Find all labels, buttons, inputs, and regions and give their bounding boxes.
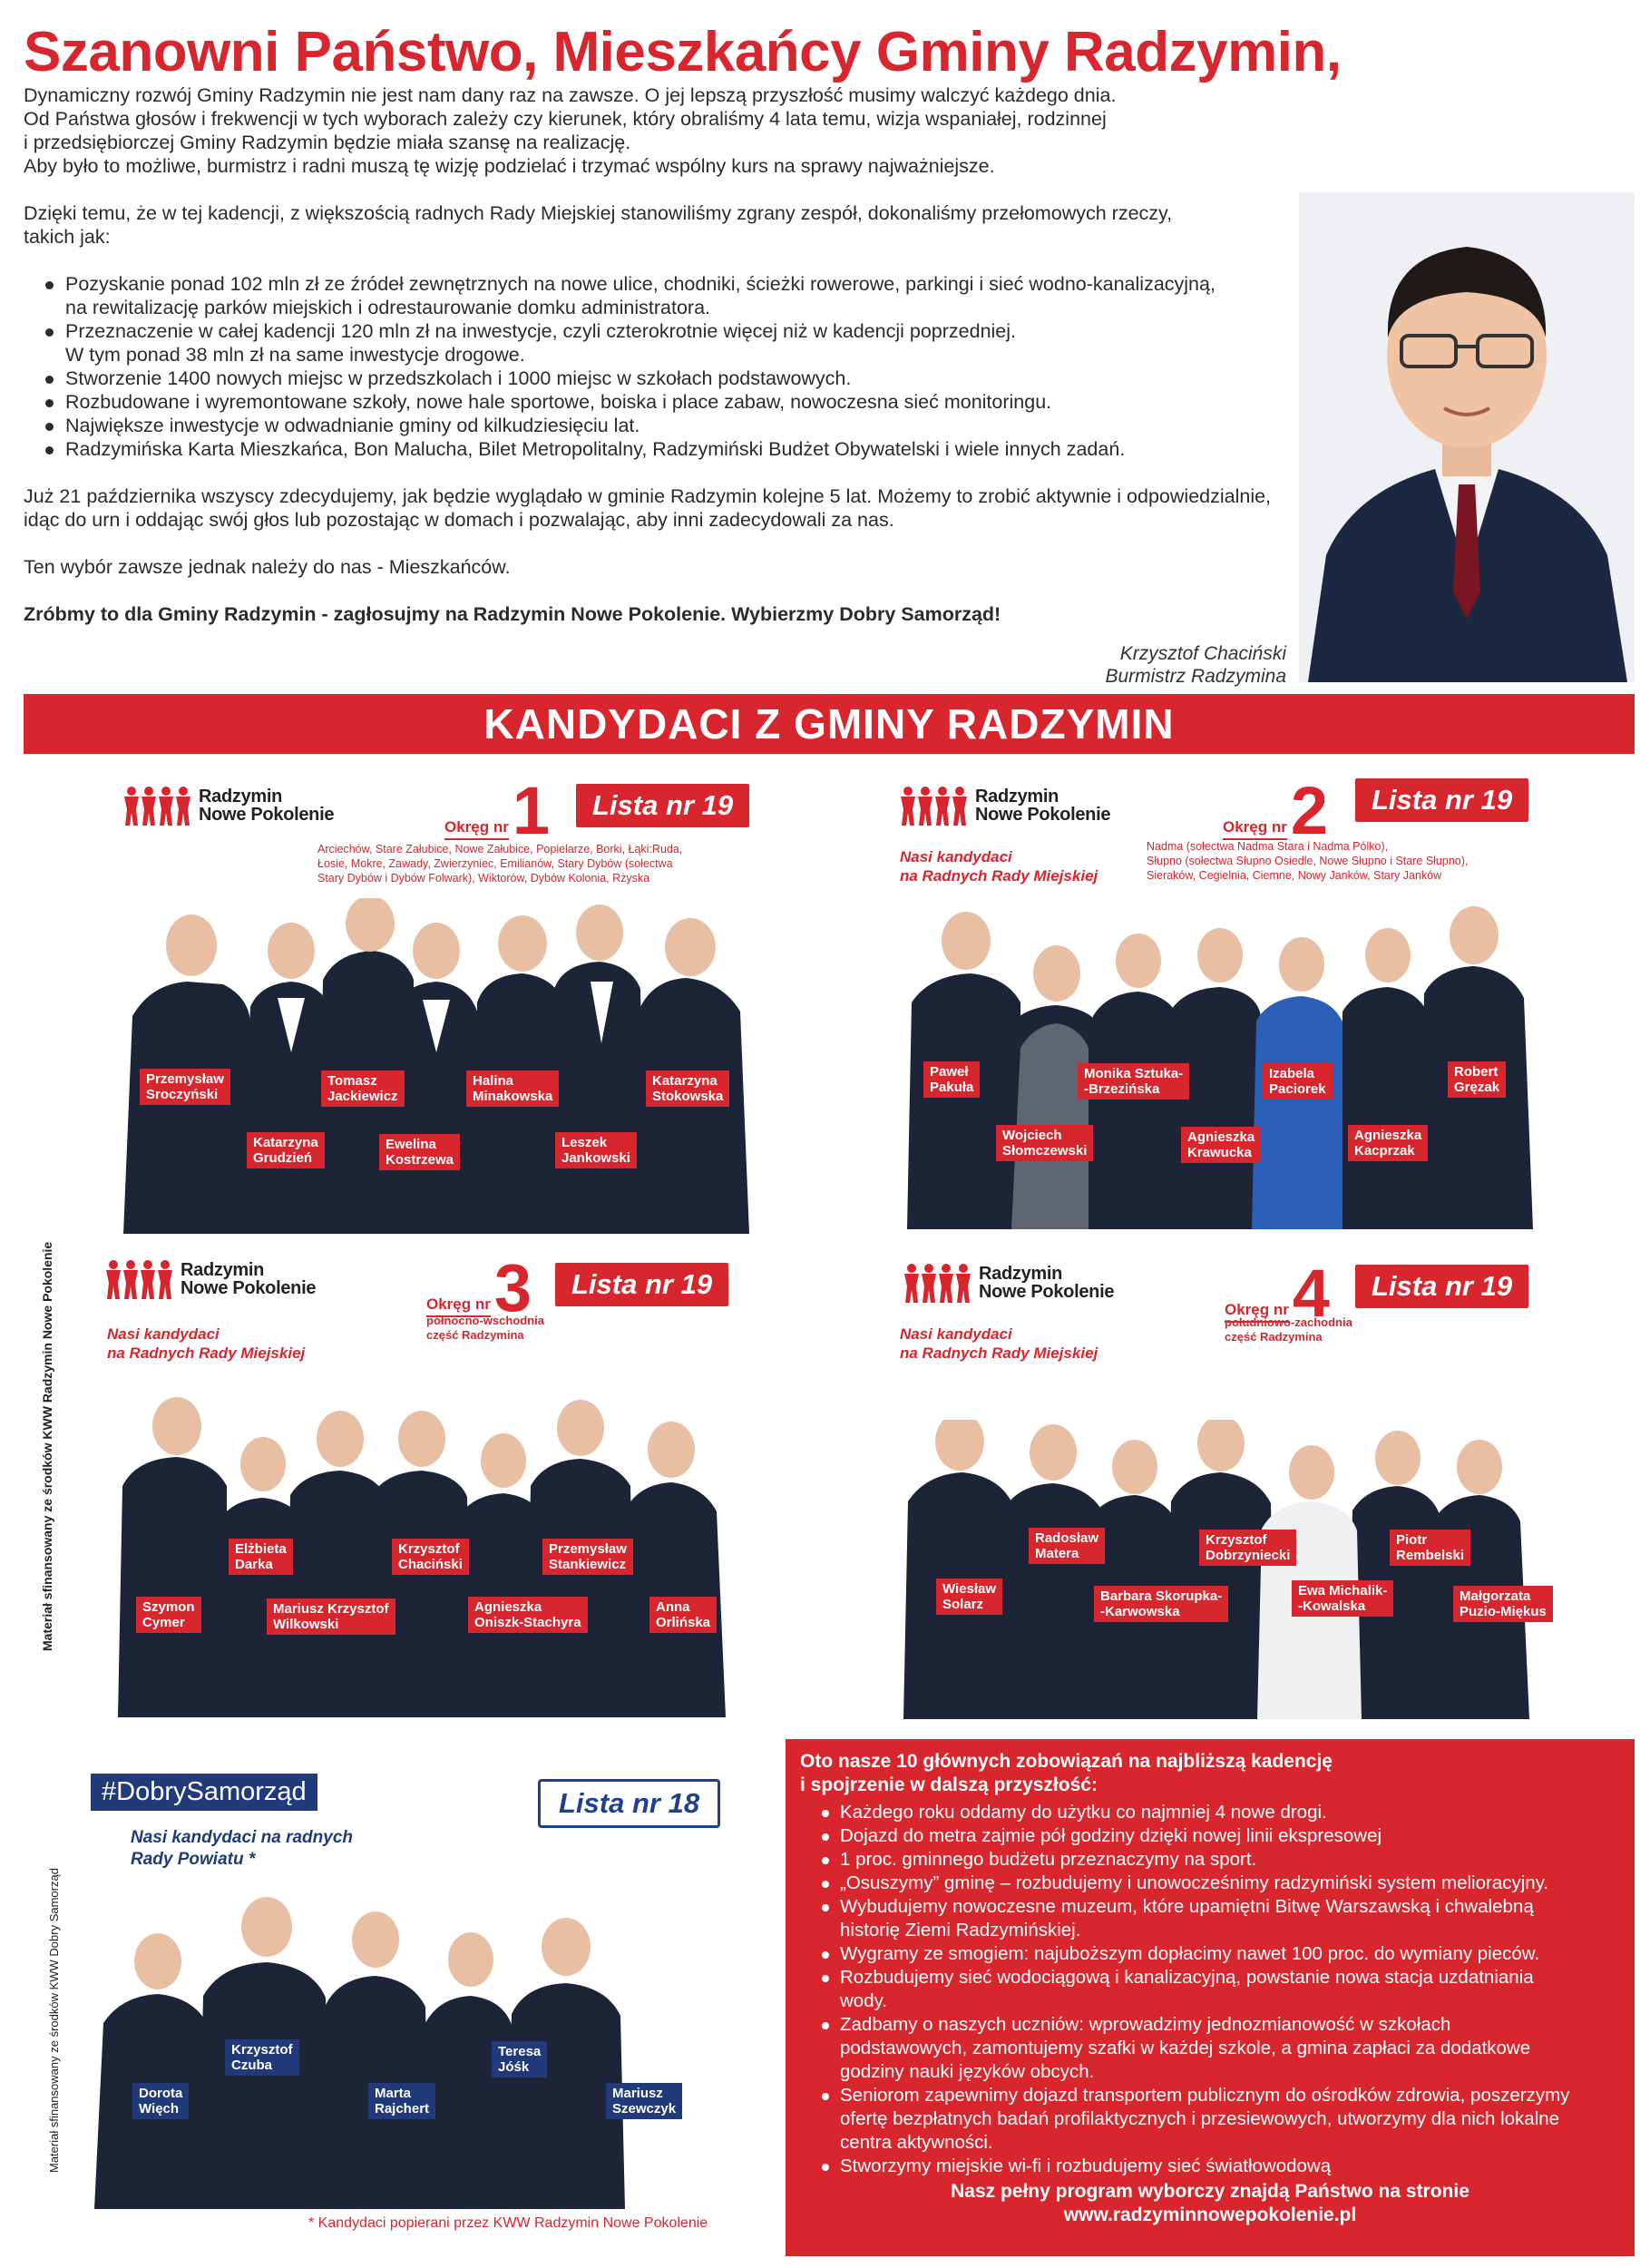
candidate-label: Elżbieta Darka: [229, 1539, 293, 1575]
district-3-subtitle: Nasi kandydaci na Radnych Rady Miejskiej: [107, 1325, 306, 1362]
district-3-label: Okręg nr 3: [426, 1250, 532, 1325]
mayor-portrait: [1299, 192, 1635, 682]
signature-title: Burmistrz Radzymina: [1105, 666, 1286, 687]
letter-line: Dzięki temu, że w tej kadencji, z większością radnych Rady Miejskiej stanowiliśmy zgrany zespół, dokonaliśmy przełomowych rzeczy,: [24, 202, 1173, 224]
district-number: 3: [493, 1250, 532, 1325]
letter-line: Od Państwa głosów i frekwencji w tych wyborach zależy czy kierunek, który obraliśmy 4 lata temu, wizja wspaniałej, rodzinnej: [24, 108, 1107, 130]
candidate-label: Szymon Cymer: [136, 1597, 201, 1633]
party-logo: Radzymin Nowe Pokolenie: [123, 786, 334, 826]
candidate-label: Agnieszka Oniszk-Stachyra: [468, 1597, 588, 1633]
promise-item: Wybudujemy nowoczesne muzeum, które upamiętni Bitwę Warszawską i chwalebną historię Ziemi Radzymińskiej.: [818, 1895, 1620, 1942]
candidate-label: Przemysław Stankiewicz: [542, 1539, 633, 1575]
district-2-group-photo: [907, 903, 1542, 1229]
promise-item: Dojazd do metra zajmie pół godziny dzięki nowej linii ekspresowej: [818, 1824, 1620, 1848]
candidate-label: Robert Gręzak: [1448, 1061, 1506, 1098]
party-figures-icon: [900, 786, 968, 826]
district-4-label: Okręg nr 4: [1225, 1256, 1331, 1331]
achievement-item: Stworzenie 1400 nowych miejsc w przedszkolach i 1000 miejsc w szkołach podstawowych.: [42, 367, 1294, 390]
signature: [998, 642, 1286, 688]
candidate-label: Krzysztof Dobrzyniecki: [1199, 1530, 1296, 1566]
candidates-banner: KANDYDACI Z GMINY RADZYMIN: [24, 694, 1635, 754]
party-figures-icon: [105, 1259, 173, 1299]
district-number: 1: [512, 773, 551, 848]
party-logo: Radzymin Nowe Pokolenie: [105, 1259, 316, 1299]
funding-note-gmina: Materiał sfinansowany ze środków KWW Radzymin Nowe Pokolenie: [40, 1241, 54, 1651]
candidate-label: Krzysztof Czuba: [225, 2039, 299, 2076]
promise-item: Stworzymy miejskie wi-fi i rozbudujemy sieć światłowodową: [818, 2155, 1620, 2178]
candidate-label: Paweł Pakuła: [923, 1061, 980, 1098]
list-number-badge: Lista nr 19: [1355, 1265, 1528, 1308]
letter-body: [24, 83, 1294, 626]
achievement-item: Największe inwestycje w odwadnianie gminy od kilkudziesięciu lat.: [42, 414, 1294, 437]
letter-line: i przedsiębiorczej Gminy Radzymin będzie miała szansę na realizację.: [24, 132, 631, 153]
achievement-item: Pozyskanie ponad 102 mln zł ze źródeł zewnętrznych na nowe ulice, chodniki, ścieżki rowerowe, parkingi i sieć wodno-kanalizacyjną, na rewitalizację parków miejskich i odrestaurowanie domku administratora.: [42, 272, 1294, 319]
candidate-label: Leszek Jankowski: [555, 1132, 637, 1168]
letter-line: Ten wybór zawsze jednak należy do nas - Mieszkańców.: [24, 556, 511, 578]
list-number-badge: Lista nr 19: [555, 1263, 728, 1306]
powiat-footnote: * Kandydaci popierani przez KWW Radzymin Nowe Pokolenie: [308, 2215, 708, 2231]
district-2-areas: Nadma (sołectwa Nadma Stara i Nadma Pólko), Słupno (sołectwa Słupno Osiedle, Nowe Słupno i Stare Słupno), Sieraków, Cegielnia, Ciemne, Nowy Janków, Stary Janków: [1147, 840, 1469, 882]
funding-note-powiat: Materiał sfinansowany ze środków KWW Dobry Samorząd: [47, 1868, 61, 2173]
achievements-list: [42, 272, 1294, 461]
promise-item: Rozbudujemy sieć wodociągową i kanalizacyjną, powstanie nowa stacja uzdatniania wody.: [818, 1966, 1620, 2013]
district-number: 2: [1290, 773, 1329, 848]
district-1-areas: Arciechów, Stare Załubice, Nowe Załubice, Popielarze, Borki, Łąki:Ruda, Łosie, Mokre, Zawady, Zwierzyniec, Emilianów, Stary Dybów (sołectwa Stary Dybów i Dybów Folwark), Wiktorów, Dybów Kolonia, Rżyska: [317, 843, 683, 885]
candidate-label: Izabela Paciorek: [1263, 1063, 1333, 1100]
district-2-subtitle: Nasi kandydaci na Radnych Rady Miejskiej: [900, 848, 1098, 885]
candidate-label: Radosław Matera: [1029, 1528, 1105, 1564]
district-4-group-photo: [903, 1420, 1557, 1719]
list-number-badge: Lista nr 19: [1355, 778, 1528, 822]
party-logo: Radzymin Nowe Pokolenie: [903, 1263, 1114, 1303]
promise-item: „Osuszymy” gminę – rozbudujemy i unowocześnimy radzymiński system melioracyjny.: [818, 1872, 1620, 1895]
hashtag-badge: #DobrySamorząd: [91, 1774, 317, 1811]
candidate-label: Katarzyna Stokowska: [646, 1070, 729, 1107]
letter-line: idąc do urn i oddając swój głos lub pozostając w domach i pozwalając, aby inni zadecydowali za nas.: [24, 509, 894, 531]
candidate-label: Krzysztof Chaciński: [392, 1539, 469, 1575]
list-number-badge: Lista nr 19: [576, 784, 749, 827]
letter-call-to-action: Zróbmy to dla Gminy Radzymin - zagłosujmy na Radzymin Nowe Pokolenie. Wybierzmy Dobry Samorząd!: [24, 603, 1001, 625]
candidate-label: Tomasz Jackiewicz: [321, 1070, 405, 1107]
party-figures-icon: [123, 786, 191, 826]
program-link-text: Nasz pełny program wyborczy znajdą Państwo na stronie www.radzyminnowepokolenie.pl: [800, 2180, 1620, 2227]
candidate-label: Halina Minakowska: [466, 1070, 559, 1107]
candidate-label: Agnieszka Kacprzak: [1348, 1125, 1428, 1161]
candidate-label: Anna Orlińska: [649, 1597, 717, 1633]
powiat-subtitle: Nasi kandydaci na radnych Rady Powiatu *: [131, 1828, 353, 1869]
candidate-label: Wojciech Słomczewski: [996, 1125, 1093, 1161]
promises-list: [818, 1801, 1620, 2178]
district-4-areas: południowo-zachodnia część Radzymina: [1225, 1315, 1352, 1344]
achievement-item: Przeznaczenie w całej kadencji 120 mln zł na inwestycje, czyli czterokrotnie więcej niż w kadencji poprzedniej. W tym ponad 38 mln zł na same inwestycje drogowe.: [42, 319, 1294, 367]
promise-item: Wygramy ze smogiem: najuboższym dopłacimy nawet 100 proc. do wymiany pieców.: [818, 1942, 1620, 1966]
candidate-label: Mariusz Szewczyk: [606, 2083, 682, 2119]
letter-line: Dynamiczny rozwój Gminy Radzymin nie jest nam dany raz na zawsze. O jej lepszą przyszłość musimy walczyć każdego dnia.: [24, 84, 1117, 106]
party-logo: Radzymin Nowe Pokolenie: [900, 786, 1110, 826]
letter-line: Już 21 października wszyscy zdecydujemy, jak będzie wyglądało w gminie Radzymin kolejne 5 lat. Możemy to zrobić aktywnie i odpowiedzialnie,: [24, 485, 1272, 507]
achievement-item: Radzymińska Karta Mieszkańca, Bon Malucha, Bilet Metropolitalny, Radzymiński Budżet Obywatelski i wiele innych zadań.: [42, 437, 1294, 461]
candidate-label: Dorota Więch: [132, 2083, 189, 2119]
candidate-label: Katarzyna Grudzień: [247, 1132, 325, 1168]
promises-heading: Oto nasze 10 głównych zobowiązań na najbliższą kadencję i spojrzenie w dalszą przyszłość:: [800, 1751, 1333, 1795]
powiat-group-photo: [94, 1887, 747, 2209]
candidate-label: Monika Sztuka- -Brzezińska: [1078, 1063, 1189, 1100]
signature-name: Krzysztof Chaciński: [1119, 643, 1286, 664]
page-headline: Szanowni Państwo, Mieszkańcy Gminy Radzymin,: [24, 21, 1342, 83]
promise-item: Każdego roku oddamy do użytku co najmniej 4 nowe drogi.: [818, 1801, 1620, 1824]
candidate-label: Ewa Michalik- -Kowalska: [1292, 1580, 1393, 1617]
promises-box: [786, 1739, 1635, 2256]
program-website-link[interactable]: www.radzyminnowepokolenie.pl: [1063, 2204, 1357, 2225]
candidate-label: Wiesław Solarz: [936, 1579, 1002, 1615]
candidate-label: Mariusz Krzysztof Wilkowski: [267, 1598, 395, 1635]
district-3-areas: północno-wschodnia część Radzymina: [426, 1314, 544, 1342]
candidate-label: Marta Rajchert: [368, 2083, 435, 2119]
candidate-label: Piotr Rembelski: [1390, 1530, 1470, 1566]
promise-item: 1 proc. gminnego budżetu przeznaczymy na sport.: [818, 1848, 1620, 1872]
letter-line: takich jak:: [24, 226, 111, 248]
candidate-label: Małgorzata Puzio-Miękus: [1453, 1586, 1553, 1622]
promise-item: Seniorom zapewnimy dojazd transportem publicznym do ośrodków zdrowia, poszerzymy ofertę bezpłatnych badań profilaktycznych i przesiewowych, utworzymy dla nich lokalne centra aktywności.: [818, 2084, 1620, 2155]
list-18-badge: Lista nr 18: [538, 1779, 720, 1828]
achievement-item: Rozbudowane i wyremontowane szkoły, nowe hale sportowe, boiska i place zabaw, nowoczesna sieć monitoringu.: [42, 390, 1294, 414]
district-number: 4: [1292, 1256, 1331, 1331]
candidate-label: Ewelina Kostrzewa: [379, 1134, 460, 1170]
candidate-label: Barbara Skorupka- -Karwowska: [1094, 1586, 1228, 1622]
candidate-label: Agnieszka Krawucka: [1181, 1127, 1261, 1163]
promise-item: Zadbamy o naszych uczniów: wprowadzimy jednozmianowość w szkołach podstawowych, zamontujemy szafki w każdej szkole, a gmina zapłaci za dodatkowe godziny nauki języków obcych.: [818, 2013, 1620, 2084]
candidate-label: Teresa Jóśk: [492, 2041, 547, 2077]
district-1-label: Okręg nr 1: [444, 773, 551, 848]
candidate-label: Przemysław Sroczyński: [140, 1069, 230, 1105]
district-2-label: Okręg nr 2: [1223, 773, 1329, 848]
district-4-subtitle: Nasi kandydaci na Radnych Rady Miejskiej: [900, 1325, 1098, 1362]
district-1-group-photo: [114, 898, 776, 1234]
letter-line: Aby było to możliwe, burmistrz i radni muszą tę wizję podzielać i trzymać wspólny kurs na sprawy najważniejsze.: [24, 155, 995, 177]
party-figures-icon: [903, 1263, 971, 1303]
